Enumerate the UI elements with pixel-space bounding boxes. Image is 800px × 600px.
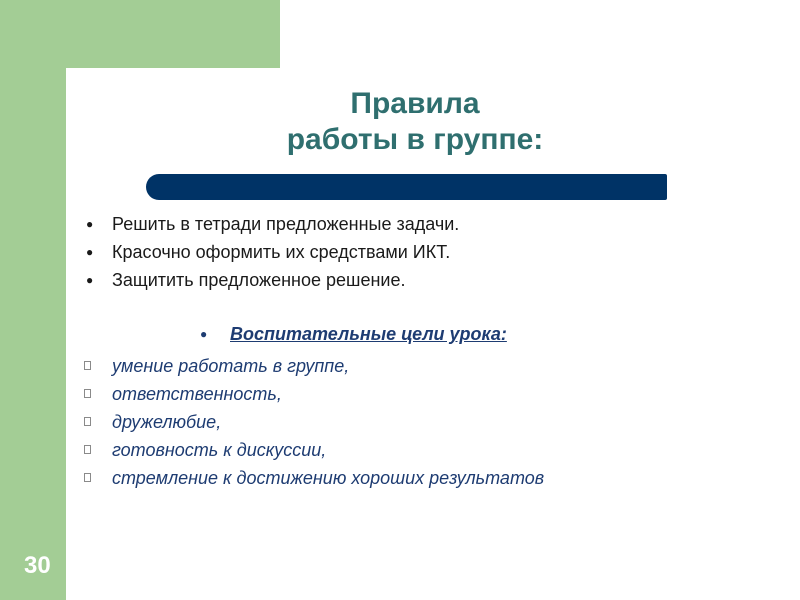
bullet-icon: ●: [86, 245, 94, 259]
box-bullet-icon: [84, 361, 91, 370]
task-text: Решить в тетради предложенные задачи.: [112, 214, 460, 234]
goals-heading-text: Воспитательные цели урока:: [230, 324, 507, 344]
list-item: [82, 408, 544, 436]
slide-number: 30: [24, 552, 51, 579]
list-item: [82, 352, 544, 380]
title-underline-bar: [160, 174, 667, 200]
goal-text: готовность к дискуссии,: [112, 440, 327, 460]
list-item: [82, 380, 544, 408]
list-item: [82, 210, 459, 238]
list-item: [82, 238, 459, 266]
goal-text: ответственность,: [112, 384, 282, 404]
box-bullet-icon: [84, 417, 91, 426]
green-top-band: [0, 0, 280, 68]
slide-title: [200, 86, 630, 158]
list-item: [82, 464, 544, 492]
goal-text: стремление к достижению хороших результатов: [112, 468, 545, 488]
rounded-corner: [66, 68, 146, 148]
box-bullet-icon: [84, 389, 91, 398]
goal-text: умение работать в группе,: [112, 356, 350, 376]
task-text: Защитить предложенное решение.: [112, 270, 406, 290]
goal-text: дружелюбие,: [112, 412, 222, 432]
list-item: [82, 266, 459, 294]
green-side-band: [0, 0, 66, 600]
bullet-icon: ●: [86, 217, 94, 231]
goals-list: [82, 352, 544, 492]
bullet-icon: ●: [200, 327, 208, 341]
task-list: [82, 210, 459, 294]
title-line-1: Правила: [350, 87, 480, 120]
task-text: Красочно оформить их средствами ИКТ.: [112, 242, 451, 262]
list-item: [82, 436, 544, 464]
bullet-icon: ●: [86, 273, 94, 287]
box-bullet-icon: [84, 473, 91, 482]
box-bullet-icon: [84, 445, 91, 454]
title-line-2: работы в группе:: [286, 123, 544, 156]
goals-heading: [200, 320, 507, 348]
